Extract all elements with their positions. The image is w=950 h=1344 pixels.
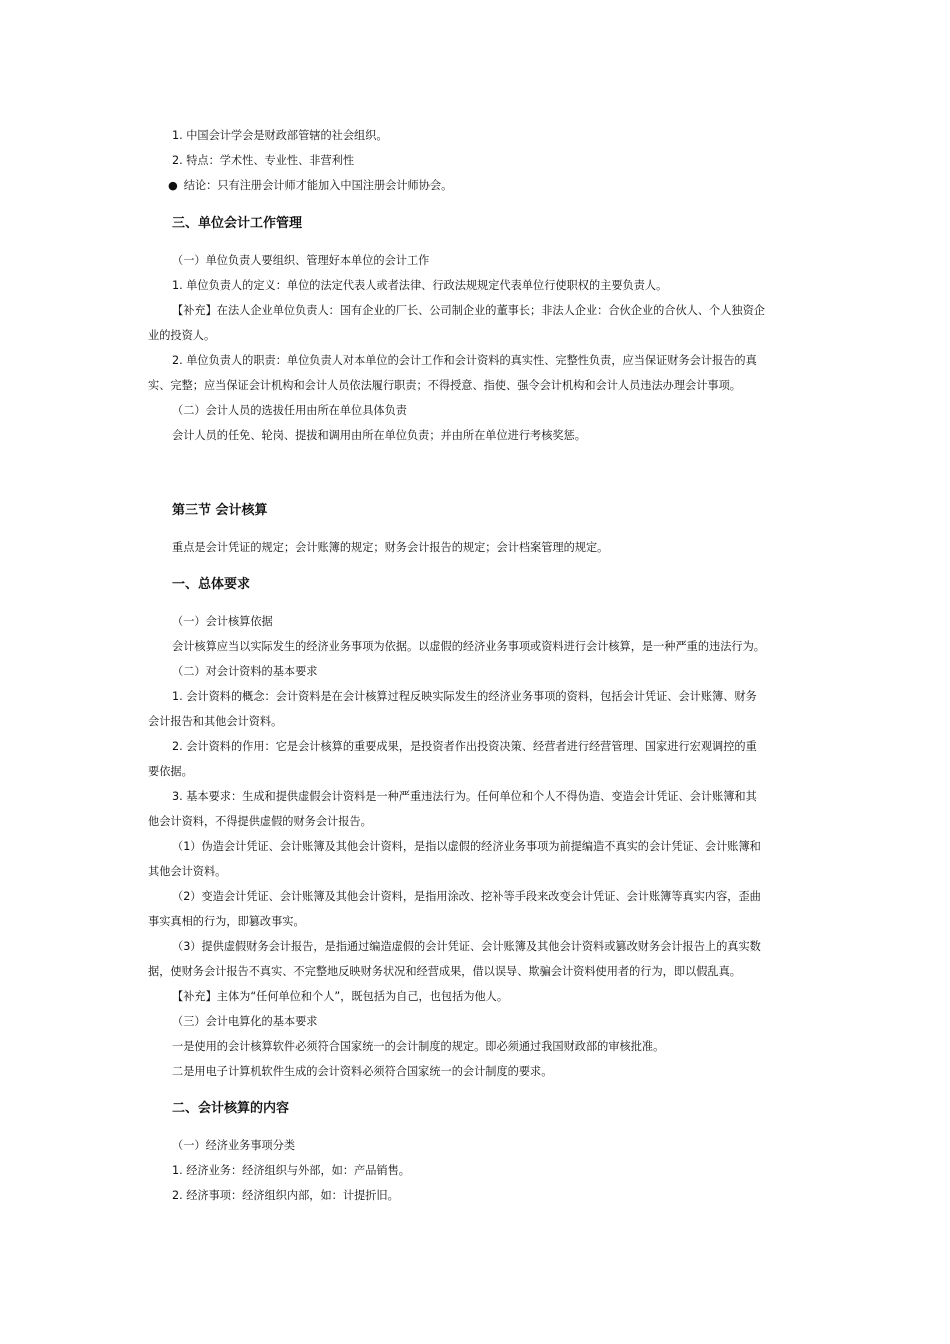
paragraph-line: （2）变造会计凭证、会计账簿及其他会计资料，是指用涂改、挖补等手段来改变会计凭证、会计账簿等真实内容，歪曲 xyxy=(172,890,761,903)
subheading: （二）对会计资料的基本要求 xyxy=(172,665,318,678)
paragraph-line: 2. 单位负责人的职责：单位负责人对本单位的会计工作和会计资料的真实性、完整性负责，应当保证财务会计报告的真 xyxy=(172,354,757,367)
paragraph-line: （1）伪造会计凭证、会计账簿及其他会计资料，是指以虚假的经济业务事项为前提编造不真实的会计凭证、会计账簿和 xyxy=(172,840,761,853)
subheading: （一）经济业务事项分类 xyxy=(172,1139,296,1152)
paragraph-line: 一是使用的会计核算软件必须符合国家统一的会计制度的规定。即必须通过我国财政部的审核批准。 xyxy=(172,1040,665,1053)
paragraph-line: 其他会计资料。 xyxy=(148,865,227,878)
paragraph-line: 1. 单位负责人的定义：单位的法定代表人或者法律、行政法规规定代表单位行使职权的主要负责人。 xyxy=(172,279,668,292)
subheading: （一）单位负责人要组织、管理好本单位的会计工作 xyxy=(172,254,430,267)
paragraph-line: 他会计资料，不得提供虚假的财务会计报告。 xyxy=(148,815,372,828)
supplement-line: 【补充】在法人企业单位负责人：国有企业的厂长、公司制企业的董事长；非法人企业：合伙企业的合伙人、个人独资企 xyxy=(172,304,765,317)
paragraph-line: （3）提供虚假财务会计报告，是指通过编造虚假的会计凭证、会计账簿及其他会计资料或篡改财务会计报告上的真实数 xyxy=(172,940,761,953)
paragraph-line: 会计核算应当以实际发生的经济业务事项为依据。以虚假的经济业务事项或资料进行会计核算，是一种严重的违法行为。 xyxy=(172,640,765,653)
section-heading: 二、会计核算的内容 xyxy=(172,1101,290,1116)
subheading: （一）会计核算依据 xyxy=(172,615,273,628)
conclusion-line xyxy=(168,178,452,194)
paragraph-line: 1. 会计资料的概念：会计资料是在会计核算过程反映实际发生的经济业务事项的资料，包括会计凭证、会计账簿、财务 xyxy=(172,690,757,703)
conclusion-text: 结论：只有注册会计师才能加入中国注册会计师协会。 xyxy=(183,179,453,192)
paragraph-line: 会计人员的任免、轮岗、提拔和调用由所在单位负责；并由所在单位进行考核奖惩。 xyxy=(172,429,586,442)
section-heading: 三、单位会计工作管理 xyxy=(172,216,303,231)
section-heading: 一、总体要求 xyxy=(172,577,251,592)
bullet-icon: ● xyxy=(168,179,178,192)
list-item: 1. 中国会计学会是财政部管辖的社会组织。 xyxy=(172,129,388,142)
paragraph-line: 二是用电子计算机软件生成的会计资料必须符合国家统一的会计制度的要求。 xyxy=(172,1065,553,1078)
subheading: （二）会计人员的选拔任用由所在单位具体负责 xyxy=(172,404,407,417)
list-item: 2. 经济事项：经济组织内部，如：计提折旧。 xyxy=(172,1189,399,1202)
subheading: （三）会计电算化的基本要求 xyxy=(172,1015,318,1028)
supplement-line: 【补充】主体为“任何单位和个人”，既包括为自己，也包括为他人。 xyxy=(172,990,509,1003)
paragraph-line: 要依据。 xyxy=(148,765,193,778)
paragraph-line: 会计报告和其他会计资料。 xyxy=(148,715,283,728)
list-item: 2. 特点：学术性、专业性、非营利性 xyxy=(172,154,355,167)
list-item: 1. 经济业务：经济组织与外部，如：产品销售。 xyxy=(172,1164,410,1177)
paragraph-line: 2. 会计资料的作用：它是会计核算的重要成果，是投资者作出投资决策、经营者进行经营管理、国家进行宏观调控的重 xyxy=(172,740,757,753)
paragraph-line: 实、完整；应当保证会计机构和会计人员依法履行职责；不得授意、指使、强令会计机构和会计人员违法办理会计事项。 xyxy=(148,379,741,392)
paragraph-line: 事实真相的行为，即篡改事实。 xyxy=(148,915,305,928)
paragraph-line: 重点是会计凭证的规定；会计账簿的规定；财务会计报告的规定；会计档案管理的规定。 xyxy=(172,541,609,554)
paragraph-line: 3. 基本要求：生成和提供虚假会计资料是一种严重违法行为。任何单位和个人不得伪造、变造会计凭证、会计账簿和其 xyxy=(172,790,757,803)
chapter-heading: 第三节 会计核算 xyxy=(172,503,268,518)
supplement-line: 业的投资人。 xyxy=(148,329,216,342)
paragraph-line: 据，使财务会计报告不真实、不完整地反映财务状况和经营成果，借以误导、欺骗会计资料使用者的行为，即以假乱真。 xyxy=(148,965,741,978)
